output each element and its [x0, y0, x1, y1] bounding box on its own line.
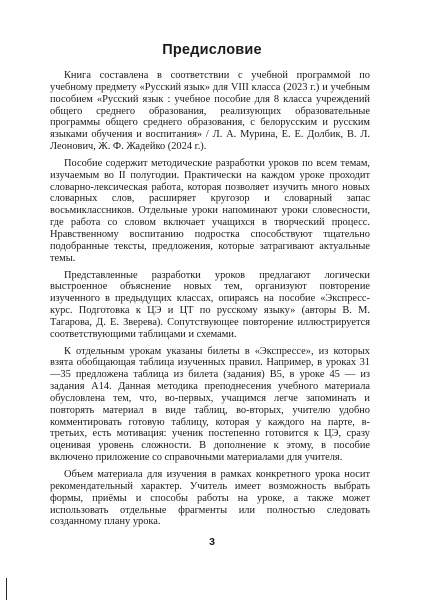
paragraph: Книга составлена в соответствии с учебной программой по учебному предмету «Русский язык» для VIII класса (2023 г.) и учебным пособием «Русский язык : учебное пособие для 8 класса учреждений общего среднего образования, реализующих образовательные программы общего среднего образования, с белорусским и русским языками обучения и воспитания» / Л. А. Мурина, Е. Е. Долбик, В. Л. Леонович, Ж. Ф. Жадейко (2024 г.). — [50, 70, 370, 153]
paragraph: Пособие содержит методические разработки уроков по всем темам, изучаемым во II полугодии. Практически на каждом уроке проходит словарно-лексическая работа, которая позволяет изучить много новых словарных слов, расширяет кругозор и словарный запас восьмиклассников. Отдельные уроки напоминают уроки словесности, где работа со словом включает учащихся в творческий процесс. Нравственному воспитанию подростка способствуют тщательно подобранные тексты, предложения, которые затрагивают актуальные темы. — [50, 157, 370, 264]
paragraph: Объем материала для изучения в рамках конкретного урока носит рекомендательный характер. Учитель имеет возможность выбрать формы, приёмы и способы работы на уроке, а также может использовать отдельные фрагменты или полностью следовать созданному плану урока. — [50, 469, 370, 528]
page-edge-mark — [6, 578, 21, 600]
page-title: Предисловие — [162, 42, 262, 58]
page-number: 3 — [209, 536, 215, 548]
body-text — [50, 70, 370, 533]
paragraph: К отдельным урокам указаны билеты в «Экспрессе», из которых взята обобщающая таблица изученных правил. Например, в уроках 31—35 предложена таблица из билета (задания) В5, в уроке 45 — из задания А14. Данная методика преподнесения учебного материала обусловлена тем, что, во-первых, учащимся легче запоминать и повторять материал в виде таблиц, во-вторых, учителю удобно комментировать готовую таблицу, которая у каждого на парте, в-третьих, есть мотивация: ученик постепенно готовится к ЦЭ, сразу оценивая уровень сложности. В дополнение к этому, в пособие включено приложение со справочными материалами для учителя. — [50, 345, 370, 464]
paragraph: Представленные разработки уроков предлагают логически выстроенное объяснение новых тем, организуют повторение изученного в предыдущих классах, опираясь на пособие «Экспресс-курс. Подготовка к ЦЭ и ЦТ по русскому языку» (авторы В. М. Тагарова, Д. Е. Зверева). Сопутствующее повторение иллюстрируется соответствующими таблицами и схемами. — [50, 269, 370, 340]
